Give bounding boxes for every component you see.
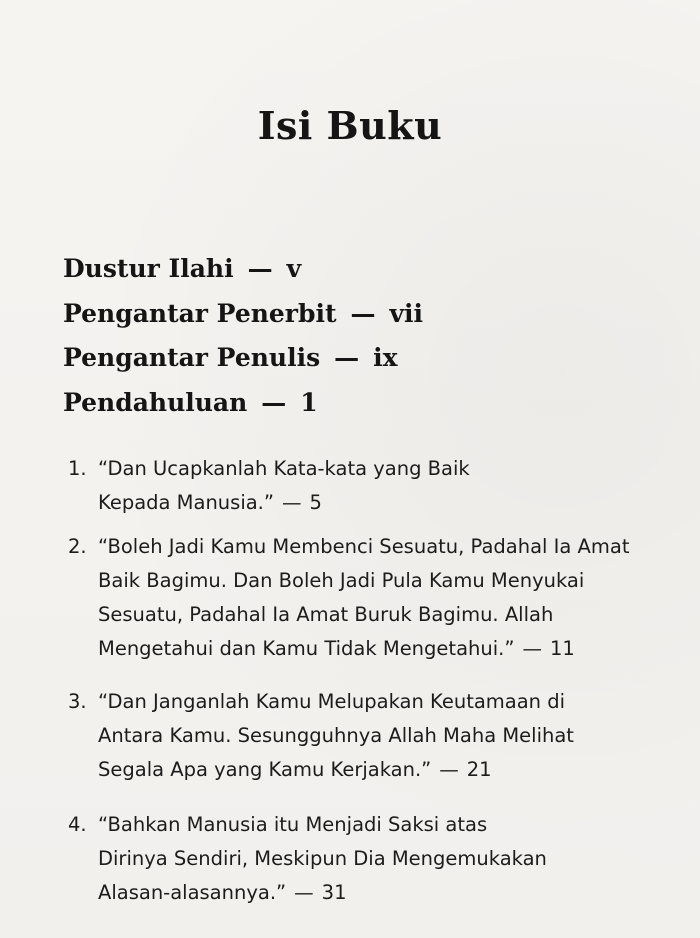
toc-page-number: 5 bbox=[309, 491, 322, 514]
toc-entry-pendahuluan bbox=[63, 381, 423, 426]
toc-chapter-1 bbox=[68, 452, 470, 520]
chapter-title-line: Sesuatu, Padahal Ia Amat Buruk Bagimu. Allah bbox=[98, 603, 554, 626]
toc-page-number: 11 bbox=[549, 637, 575, 660]
chapter-title-line: “Boleh Jadi Kamu Membenci Sesuatu, Padahal Ia Amat bbox=[98, 535, 630, 558]
chapter-title-line: Mengetahui dan Kamu Tidak Mengetahui.” bbox=[98, 637, 515, 660]
toc-entry-label: Dustur Ilahi bbox=[63, 254, 234, 283]
toc-chapter-3 bbox=[68, 685, 574, 787]
chapter-title-line: Antara Kamu. Sesungguhnya Allah Maha Melihat bbox=[98, 724, 574, 747]
toc-page-number: vii bbox=[389, 298, 424, 328]
toc-entry-pengantar-penerbit bbox=[63, 292, 423, 337]
toc-separator: — bbox=[439, 758, 459, 781]
chapter-number: 4. bbox=[68, 813, 87, 836]
toc-separator: — bbox=[334, 343, 360, 372]
toc-separator: — bbox=[282, 491, 302, 514]
chapter-title-line: Dirinya Sendiri, Meskipun Dia Mengemukakan bbox=[98, 847, 547, 870]
chapter-number: 3. bbox=[68, 690, 87, 713]
chapter-number: 2. bbox=[68, 535, 87, 558]
toc-chapter-2 bbox=[68, 530, 629, 666]
toc-page-number: v bbox=[286, 254, 302, 283]
chapter-title-line: Baik Bagimu. Dan Boleh Jadi Pula Kamu Menyukai bbox=[98, 569, 585, 592]
toc-entry-pengantar-penulis bbox=[63, 336, 423, 381]
front-matter-list bbox=[63, 247, 423, 425]
chapter-number: 1. bbox=[68, 457, 87, 480]
toc-entry-label: Pengantar Penerbit bbox=[63, 298, 337, 328]
chapter-title-line: Alasan-alasannya.” bbox=[98, 881, 287, 904]
toc-entry-dustur-ilahi bbox=[63, 247, 423, 292]
toc-separator: — bbox=[247, 254, 273, 283]
toc-separator: — bbox=[350, 298, 376, 328]
toc-page-number: 21 bbox=[466, 758, 492, 781]
toc-chapter-4 bbox=[68, 808, 547, 910]
toc-page-number: ix bbox=[373, 343, 398, 372]
chapter-title-line: Segala Apa yang Kamu Kerjakan.” bbox=[98, 758, 432, 781]
toc-entry-label: Pengantar Penulis bbox=[63, 343, 321, 372]
toc-entry-label: Pendahuluan bbox=[63, 387, 248, 417]
toc-page-number: 1 bbox=[300, 387, 318, 417]
toc-separator: — bbox=[522, 637, 542, 660]
chapter-title-line: Kepada Manusia.” bbox=[98, 491, 274, 514]
chapter-title-line: “Dan Ucapkanlah Kata-kata yang Baik bbox=[98, 457, 470, 480]
chapter-title-line: “Dan Janganlah Kamu Melupakan Keutamaan di bbox=[98, 690, 566, 713]
chapter-title-line: “Bahkan Manusia itu Menjadi Saksi atas bbox=[98, 813, 488, 836]
page-title: Isi Buku bbox=[257, 103, 443, 149]
toc-page-number: 31 bbox=[321, 881, 347, 904]
toc-separator: — bbox=[294, 881, 314, 904]
toc-separator: — bbox=[261, 387, 287, 417]
